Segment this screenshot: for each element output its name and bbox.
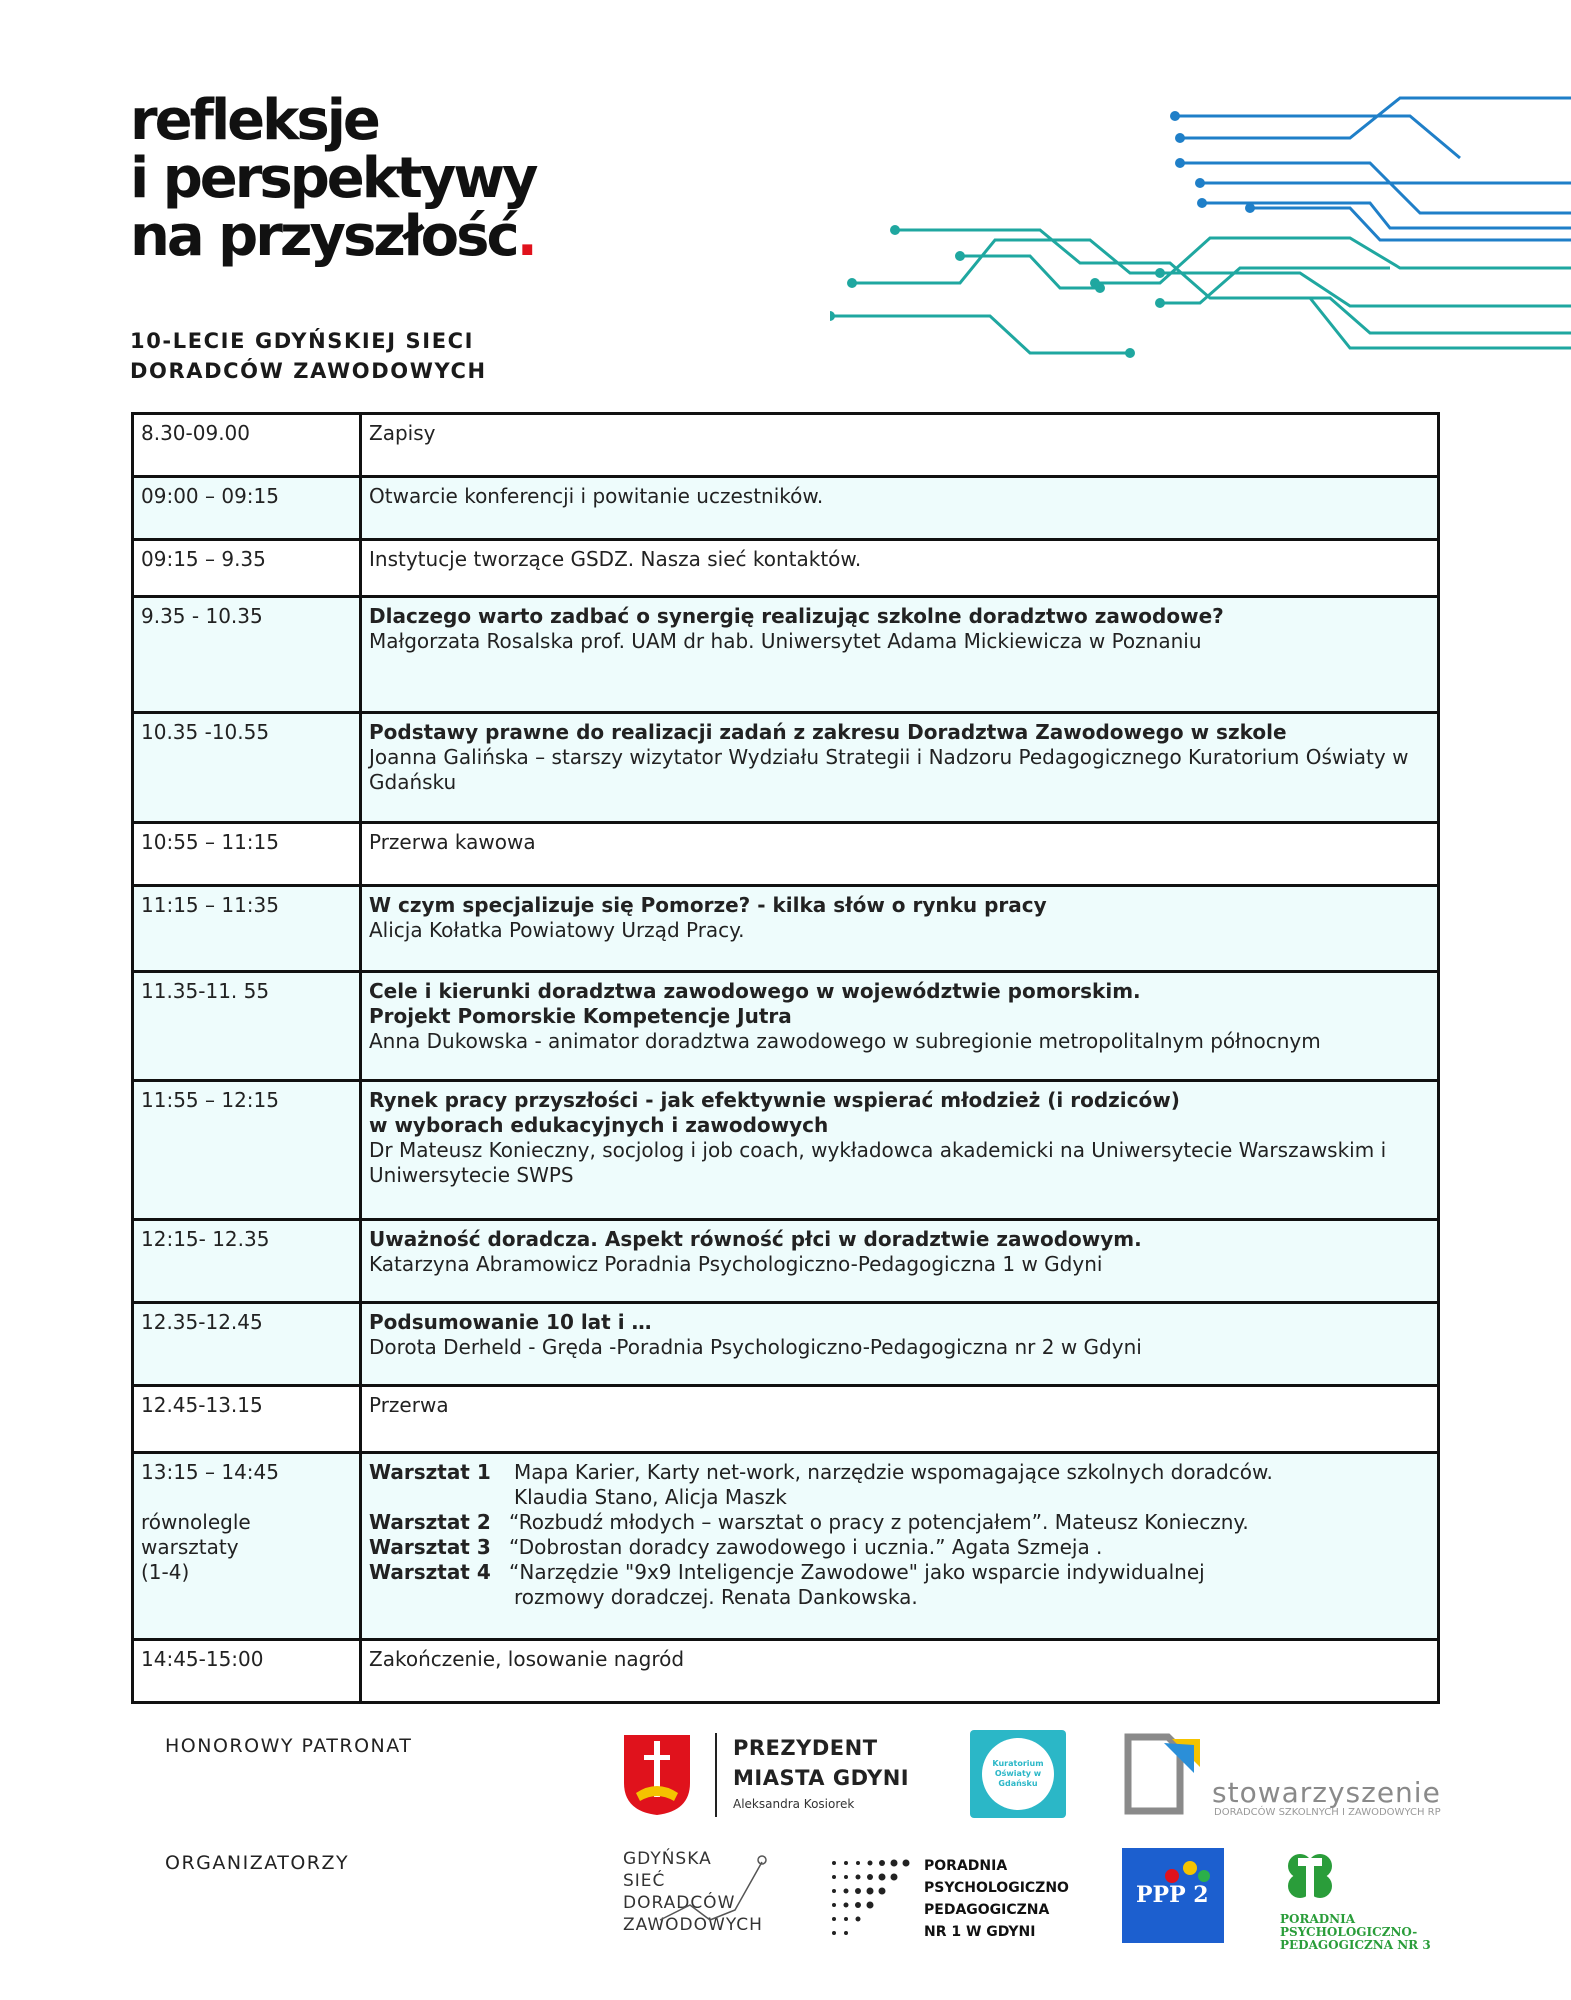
workshop-item: [369, 1510, 1430, 1535]
agenda-topic: Uważność doradcza. Aspekt równość płci w doradztwie zawodowym.: [369, 1227, 1142, 1251]
agenda-row: [133, 1303, 1439, 1386]
agenda-text: Zakończenie, losowanie nagród: [369, 1647, 685, 1671]
organizers-label: ORGANIZATORZY: [165, 1852, 350, 1874]
stowarzyszenie-logo-text: stowarzyszenie: [1212, 1776, 1441, 1809]
workshop-label: Warsztat 3: [369, 1535, 491, 1559]
agenda-time: 11.35-11. 55: [133, 972, 361, 1081]
gsdz-line-4: ZAWODOWYCH: [623, 1915, 763, 1935]
ppp1-line-3: PEDAGOGICZNA: [924, 1902, 1050, 1918]
workshop-item: [369, 1460, 1430, 1485]
title-line-3: [130, 204, 536, 269]
agenda-row: [133, 972, 1439, 1081]
agenda-topic: Rynek pracy przyszłości - jak efektywnie wspierać młodzież (i rodziców): [369, 1088, 1180, 1112]
ppp1-line-1: PORADNIA: [924, 1858, 1008, 1874]
workshop-item: [369, 1535, 1430, 1560]
workshop-text: “Rozbudź młodych – warsztat o pracy z potencjałem”. Mateusz Konieczny.: [509, 1510, 1249, 1534]
workshop-label: Warsztat 2: [369, 1510, 491, 1534]
agenda-time: 12.45-13.15: [133, 1386, 361, 1453]
agenda-row: [133, 713, 1439, 823]
president-line-1: PREZYDENT: [733, 1736, 878, 1760]
title-line-2: i perspektywy: [130, 146, 536, 211]
ppp3-clover-logo: [1280, 1850, 1340, 1912]
agenda-content: [361, 1453, 1439, 1640]
workshops-note: równolegle: [141, 1510, 251, 1534]
workshop-text: “Narzędzie "9x9 Inteligencje Zawodowe" jako wsparcie indywidualnej: [509, 1560, 1205, 1584]
gdynia-coat-of-arms-logo: [622, 1733, 692, 1817]
workshop-text: Mapa Karier, Karty net-work, narzędzie wspomagające szkolnych doradców.: [514, 1460, 1273, 1484]
subtitle-line-1: 10-LECIE GDYŃSKIEJ SIECI: [130, 329, 475, 353]
ppp2-logo: [1122, 1848, 1224, 1943]
workshops-row: [133, 1453, 1439, 1640]
president-divider: [715, 1733, 717, 1817]
agenda-content: [361, 1220, 1439, 1303]
president-logo-text: [733, 1733, 909, 1793]
president-line-2: MIASTA GDYNI: [733, 1766, 910, 1790]
gsdz-line-2: SIEĆ: [623, 1871, 666, 1891]
workshops-note: (1-4): [141, 1560, 190, 1584]
ppp3-line-1: PORADNIA: [1280, 1912, 1356, 1926]
patronage-label: HONOROWY PATRONAT: [165, 1735, 413, 1757]
agenda-time: 11:15 – 11:35: [133, 886, 361, 972]
agenda-speaker: Małgorzata Rosalska prof. UAM dr hab. Uniwersytet Adama Mickiewicza w Poznaniu: [369, 629, 1202, 653]
agenda-speaker: Joanna Galińska – starszy wizytator Wydziału Strategii i Nadzoru Pedagogicznego Kuratorium Oświaty w Gdańsku: [369, 745, 1409, 794]
agenda-topic: Podstawy prawne do realizacji zadań z zakresu Doradztwa Zawodowego w szkole: [369, 720, 1287, 744]
agenda-text: Otwarcie konferencji i powitanie uczestników.: [369, 484, 824, 508]
page-subtitle: [130, 326, 487, 386]
agenda-content: [361, 540, 1439, 597]
agenda-row: [133, 477, 1439, 540]
agenda-row: [133, 1081, 1439, 1220]
page-title: [130, 88, 536, 269]
agenda-speaker: Dr Mateusz Konieczny, socjolog i job coach, wykładowca akademicki na Uniwersytecie Warszawskim i Uniwersytecie SWPS: [369, 1138, 1387, 1187]
title-line-3-text: na przyszłość: [130, 204, 517, 269]
agenda-table: [131, 412, 1440, 1704]
agenda-text: Przerwa kawowa: [369, 830, 536, 854]
agenda-content: [361, 1081, 1439, 1220]
agenda-content: [361, 886, 1439, 972]
agenda-text: Zapisy: [369, 421, 436, 445]
ppp1-logo-text: [924, 1855, 1069, 1943]
agenda-speaker: Alicja Kołatka Powiatowy Urząd Pracy.: [369, 918, 745, 942]
stowarzyszenie-subtitle: DORADCÓW SZKOLNYCH I ZAWODOWYCH RP: [1214, 1807, 1441, 1818]
ppp1-dot-pattern-logo: [826, 1855, 911, 1939]
agenda-text: Przerwa: [369, 1393, 449, 1417]
agenda-content: [361, 972, 1439, 1081]
agenda-time: [133, 1453, 361, 1640]
title-red-dot: .: [516, 204, 535, 269]
agenda-topic: Podsumowanie 10 lat i …: [369, 1310, 652, 1334]
circuit-decoration: [830, 88, 1571, 388]
agenda-time: 11:55 – 12:15: [133, 1081, 361, 1220]
title-line-1: refleksje: [130, 88, 378, 153]
agenda-time: 09:15 – 9.35: [133, 540, 361, 597]
subtitle-line-2: DORADCÓW ZAWODOWYCH: [130, 359, 487, 383]
ppp3-line-2: PSYCHOLOGICZNO-: [1280, 1925, 1418, 1939]
agenda-time: 14:45-15:00: [133, 1640, 361, 1703]
agenda-time: 12:15- 12.35: [133, 1220, 361, 1303]
agenda-content: [361, 597, 1439, 713]
agenda-time: 9.35 - 10.35: [133, 597, 361, 713]
agenda-row: [133, 597, 1439, 713]
agenda-text: Instytucje tworzące GSDZ. Nasza sieć kontaktów.: [369, 547, 862, 571]
agenda-time: 8.30-09.00: [133, 414, 361, 477]
ppp3-line-3: PEDAGOGICZNA NR 3: [1280, 1938, 1431, 1952]
ppp2-logo-text: PPP 2: [1136, 1882, 1209, 1908]
agenda-topic: Projekt Pomorskie Kompetencje Jutra: [369, 1004, 792, 1028]
ppp3-logo-text: [1280, 1913, 1431, 1952]
agenda-row: [133, 414, 1439, 477]
agenda-speaker: Katarzyna Abramowicz Poradnia Psychologiczno-Pedagogiczna 1 w Gdyni: [369, 1252, 1103, 1276]
agenda-content: [361, 1386, 1439, 1453]
gsdz-line-graphic: [650, 1850, 770, 1930]
kuratorium-logo-text: Kuratorium Oświaty w Gdańsku: [982, 1738, 1054, 1810]
gsdz-line-3: DORADCÓW: [623, 1893, 736, 1913]
workshop-text: Klaudia Stano, Alicja Maszk: [514, 1485, 787, 1509]
workshops-note: warsztaty: [141, 1535, 239, 1559]
agenda-time: 10:55 – 11:15: [133, 823, 361, 886]
agenda-content: [361, 713, 1439, 823]
agenda-content: [361, 477, 1439, 540]
stowarzyszenie-logo-mark: [1124, 1733, 1204, 1815]
agenda-row: [133, 1386, 1439, 1453]
agenda-row: [133, 1640, 1439, 1703]
agenda-row: [133, 1220, 1439, 1303]
agenda-content: [361, 414, 1439, 477]
workshop-text: “Dobrostan doradcy zawodowego i ucznia.” Agata Szmeja .: [509, 1535, 1103, 1559]
agenda-time: 12.35-12.45: [133, 1303, 361, 1386]
agenda-row: [133, 886, 1439, 972]
agenda-speaker: Anna Dukowska - animator doradztwa zawodowego w subregionie metropolitalnym północnym: [369, 1029, 1321, 1053]
kuratorium-logo: [970, 1730, 1066, 1818]
agenda-speaker: Dorota Derheld - Gręda -Poradnia Psychologiczno-Pedagogiczna nr 2 w Gdyni: [369, 1335, 1142, 1359]
agenda-topic: Dlaczego warto zadbać o synergię realizując szkolne doradztwo zawodowe?: [369, 604, 1224, 628]
workshop-label: Warsztat 1: [369, 1460, 491, 1484]
agenda-row: [133, 540, 1439, 597]
agenda-content: [361, 823, 1439, 886]
workshop-text: rozmowy doradczej. Renata Dankowska.: [514, 1585, 918, 1609]
agenda-time: 10.35 -10.55: [133, 713, 361, 823]
workshop-item: [369, 1560, 1430, 1585]
gsdz-line-1: GDYŃSKA: [623, 1849, 712, 1869]
agenda-topic: W czym specjalizuje się Pomorze? - kilka słów o rynku pracy: [369, 893, 1047, 917]
agenda-topic: Cele i kierunki doradztwa zawodowego w województwie pomorskim.: [369, 979, 1141, 1003]
workshops-time: 13:15 – 14:45: [141, 1460, 279, 1484]
agenda-topic: w wyborach edukacyjnych i zawodowych: [369, 1113, 829, 1137]
workshop-label: Warsztat 4: [369, 1560, 491, 1584]
ppp1-line-2: PSYCHOLOGICZNO: [924, 1880, 1069, 1896]
agenda-row: [133, 823, 1439, 886]
ppp1-line-4: NR 1 W GDYNI: [924, 1924, 1036, 1940]
president-name: Aleksandra Kosiorek: [733, 1797, 855, 1811]
agenda-content: [361, 1640, 1439, 1703]
agenda-time: 09:00 – 09:15: [133, 477, 361, 540]
agenda-content: [361, 1303, 1439, 1386]
